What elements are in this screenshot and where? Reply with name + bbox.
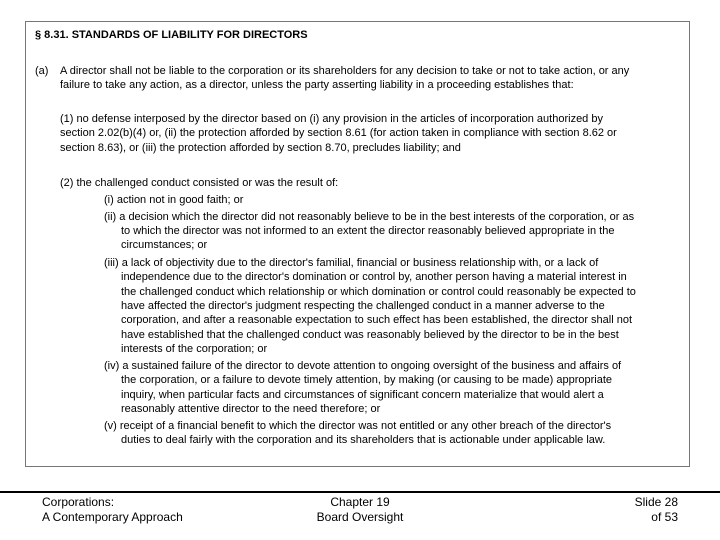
sub-iv-line: inquiry, when particular facts and circumstances of significant concern materialize that would alert a: [121, 389, 604, 401]
footer-course-line: A Contemporary Approach: [42, 510, 183, 524]
footer-slide-number: [635, 495, 678, 525]
footer-slide-line: Slide 28: [634, 495, 678, 509]
sub-iii-line: (iii) a lack of objectivity due to the director's familial, financial or business relationship with, or a lack of: [104, 257, 599, 269]
sub-ii-line: to which the director was not informed to an extent the director reasonably believed appropriate in the: [121, 225, 615, 237]
sub-iii-line: interests of the corporation; or: [121, 343, 268, 355]
sub-iv-line: (iv) a sustained failure of the director to devote attention to ongoing oversight of the business and affairs of: [104, 360, 622, 372]
sub-iii-line: have affected the director's judgment respecting the challenged conduct in a manner adverse to the: [121, 300, 605, 312]
footer-chapter: [300, 495, 420, 525]
para-a-label: (a): [35, 65, 49, 77]
sub-v-line: (v) receipt of a financial benefit to which the director was not entitled or any other breach of the director's: [104, 420, 612, 432]
sub-iii-line: have established that the challenged conduct was reasonably believed by the director to be in the best: [121, 329, 619, 341]
item-1-line: section 8.63), or (iii) the protection afforded by section 8.70, precludes liability; and: [60, 142, 461, 154]
section-title: § 8.31. STANDARDS OF LIABILITY FOR DIRECTORS: [35, 29, 308, 41]
para-a-line: A director shall not be liable to the corporation or its shareholders for any decision to take or not to take action, or any: [60, 65, 630, 77]
footer-divider: [0, 491, 720, 493]
footer-chapter-line: Chapter 19: [330, 495, 390, 509]
sub-iii-line: independence due to the director's domination or control by, another person having a material interest in: [121, 271, 627, 283]
item-2-intro: (2) the challenged conduct consisted or was the result of:: [60, 177, 339, 189]
sub-ii-line: (ii) a decision which the director did not reasonably believe to be in the best interests of the corporation, or as: [104, 211, 635, 223]
sub-iii-line: corporation, and after a reasonable expectation to such effect has been established, the director shall not: [121, 314, 633, 326]
sub-i-line: (i) action not in good faith; or: [104, 194, 244, 206]
sub-v-line: duties to deal fairly with the corporation and its shareholders that is actionable under applicable law.: [121, 434, 606, 446]
footer-course: [42, 495, 183, 525]
footer-slide-line: of 53: [651, 510, 678, 524]
sub-iii-line: the challenged conduct which relationship or which domination or control could reasonably be expected to: [121, 286, 636, 298]
sub-ii-line: circumstances; or: [121, 239, 208, 251]
item-1-line: (1) no defense interposed by the director based on (i) any provision in the articles of incorporation authorized by: [60, 113, 603, 125]
item-1-line: section 2.02(b)(4) or, (ii) the protection afforded by section 8.61 (for action taken in compliance with section 8.62 or: [60, 127, 617, 139]
footer-chapter-line: Board Oversight: [316, 510, 404, 524]
para-a-line: failure to take any action, as a director, unless the party asserting liability in a proceeding establishes that:: [60, 79, 574, 91]
sub-iv-line: reasonably attentive director to the need therefore; or: [121, 403, 381, 415]
footer-course-line: Corporations:: [42, 495, 115, 509]
sub-iv-line: the corporation, or a failure to devote timely attention, by making (or causing to be made) appropriate: [121, 374, 612, 386]
